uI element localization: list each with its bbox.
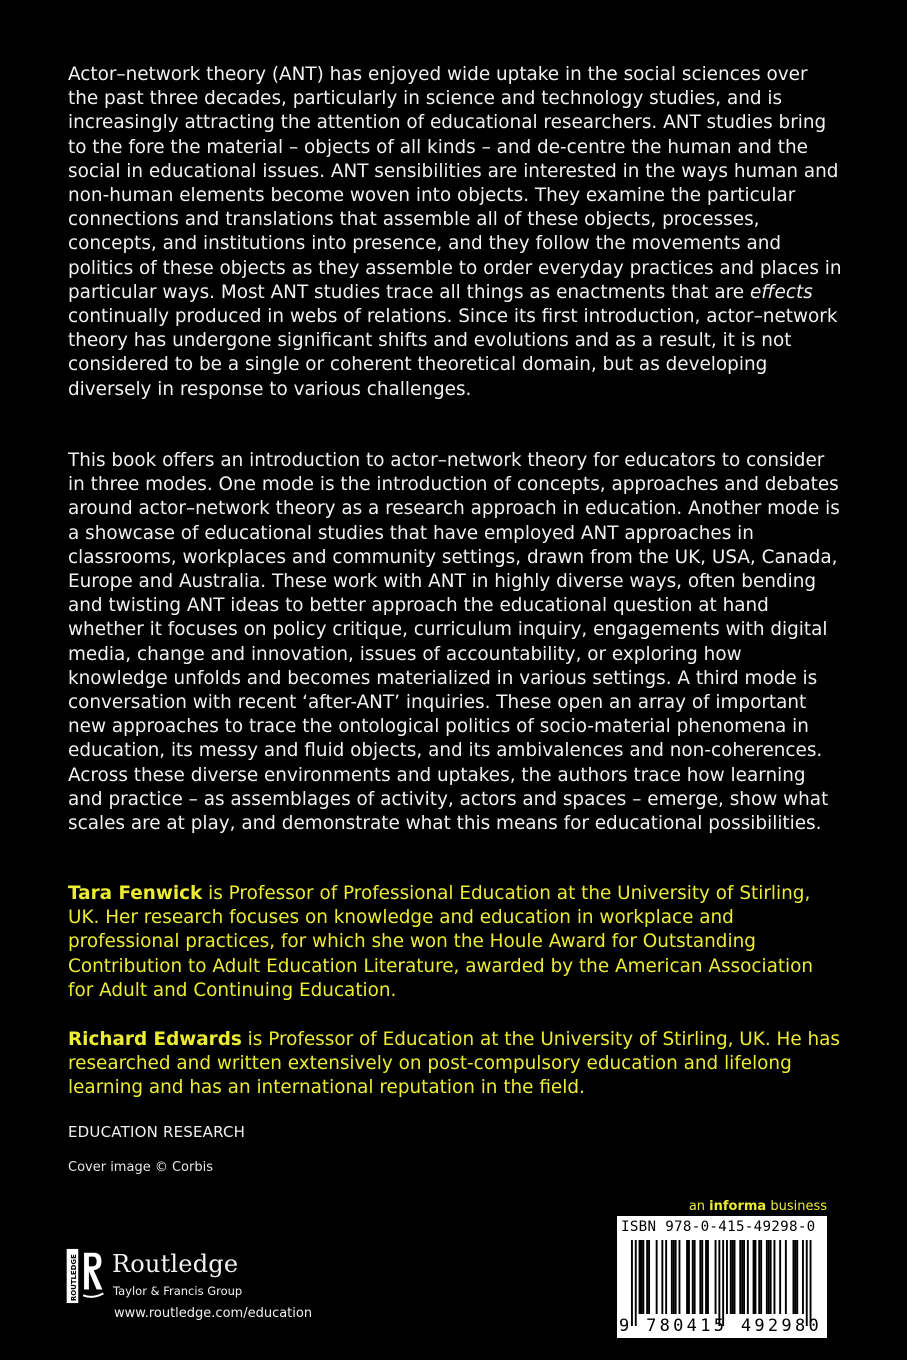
barcode-bar — [739, 1240, 741, 1314]
author-bio-text-2: is Professor of Education at the University of Stirling, UK. He has researched and written extensively on post-compulsory education and lifelong learning and has an international reputation in the field. — [68, 1029, 841, 1099]
barcode-bar — [802, 1240, 804, 1314]
barcode-bar — [785, 1240, 787, 1314]
barcode-bar — [726, 1240, 728, 1314]
barcode-bar — [732, 1240, 734, 1314]
isbn-barcode — [617, 1216, 827, 1338]
informa-suffix: business — [766, 1199, 827, 1214]
barcode-bar — [646, 1240, 648, 1314]
blurb-p1-part-b: continually produced in webs of relations. Since its first introduction, actor–network theory has undergone significant shifts and evolutions and as a result, it is not considered to be a single or coherent theoretical domain, but as developing diversely in response to various challenges. — [68, 306, 838, 400]
routledge-logo-icon — [66, 1247, 106, 1305]
barcode-bar — [635, 1240, 637, 1326]
barcode-bar — [656, 1240, 658, 1314]
informa-brand: informa — [709, 1199, 767, 1214]
barcode-bar — [747, 1240, 749, 1314]
barcode-bar — [639, 1240, 641, 1314]
barcode-bar — [675, 1240, 677, 1314]
barcode-bar — [806, 1240, 808, 1326]
barcode-bar — [631, 1240, 633, 1326]
barcode-bar — [743, 1240, 745, 1314]
cover-image-credit: Cover image © Corbis — [68, 1160, 213, 1175]
author-name-2: Richard Edwards — [68, 1029, 242, 1050]
blurb-p1-part-a: Actor–network theory (ANT) has enjoyed wide uptake in the social sciences over the past three decades, particularly in science and technology studies, and is increasingly attracting the attention of educational researchers. ANT studies bring to the fore the material – objects of all kinds – and de-centre the human and the social in educational issues. ANT sensibilities are interested in the ways human and non-human elements become woven into objects. They examine the particular connections and translations that assemble all of these objects, processes, concepts, and institutions into presence, and they follow the movements and politics of these objects as they assemble to order everyday practices and places in particular ways. Most ANT studies trace all things as enactments that are — [68, 64, 842, 303]
blurb-paragraph-2: This book offers an introduction to actor–network theory for educators to consider in three modes. One mode is the introduction of concepts, approaches and debates around actor–network theory as a research approach in education. Another mode is a showcase of educational studies that have employed ANT approaches in classrooms, workplaces and community settings, drawn from the UK, USA, Canada, Europe and Australia. These work with ANT in highly diverse ways, often bending and twisting ANT ideas to better approach the educational question at hand whether it focuses on policy critique, curriculum inquiry, engagements with digital media, change and innovation, issues of accountability, or exploring how knowledge unfolds and becomes materialized in various settings. A third mode is conversation with recent ‘after-ANT’ inquiries. These open an array of important new approaches to trace the ontological politics of socio-material phenomena in education, its messy and fluid objects, and its ambivalences and non-coherences. Across these diverse environments and uptakes, the authors trace how learning and practice – as assemblages of activity, actors and spaces – emerge, show what scales are at play, and demonstrate what this means for educational possibilities. — [68, 450, 840, 835]
barcode-bar — [641, 1240, 643, 1314]
barcode-bar — [758, 1240, 760, 1314]
barcode-bar — [766, 1240, 768, 1314]
barcode-bar — [688, 1240, 690, 1314]
blurb-paragraph-1 — [68, 63, 843, 402]
barcode-bar — [686, 1240, 688, 1314]
barcode-bar — [810, 1240, 812, 1326]
barcode-digits: 9 780415 492980 — [619, 1316, 823, 1336]
barcode-bar — [796, 1240, 798, 1314]
informa-business-tag — [689, 1199, 827, 1214]
barcode-bar — [768, 1240, 770, 1314]
barcode-bar — [734, 1240, 736, 1314]
barcode-bar — [671, 1240, 673, 1314]
barcode-bar — [642, 1240, 644, 1314]
publisher-name: Routledge — [112, 1250, 239, 1278]
barcode-bar — [715, 1240, 717, 1314]
author-name-1: Tara Fenwick — [68, 883, 203, 904]
informa-prefix: an — [688, 1199, 710, 1214]
barcode-bar — [793, 1240, 795, 1314]
spine-mark-text: ROUTLEDGE — [69, 1254, 78, 1302]
publisher-logo-block — [66, 1247, 346, 1337]
barcode-bar — [774, 1240, 776, 1314]
barcode-bar — [794, 1240, 796, 1314]
author-bio-text-1: is Professor of Professional Education at the University of Stirling, UK. Her research focuses on knowledge and education in workplace and professional practices, for which she won the Houle Award for Outstanding Contribution to Adult Education Literature, awarded by the American Association for Adult and Continuing Education. — [68, 883, 814, 1001]
barcode-bar — [701, 1240, 703, 1314]
blurb-p1-emphasis: effects — [749, 281, 813, 303]
barcode-bar — [673, 1240, 675, 1314]
barcode-bar — [730, 1240, 732, 1314]
subject-category: EDUCATION RESEARCH — [68, 1123, 246, 1141]
barcode-bar — [770, 1240, 772, 1314]
isbn-label: ISBN 978-0-415-49298-0 — [621, 1219, 816, 1235]
barcode-bar — [718, 1240, 720, 1326]
barcode-bar — [707, 1240, 709, 1314]
barcode-bar — [648, 1240, 650, 1314]
barcode-bar — [705, 1240, 707, 1314]
barcode-bar — [741, 1240, 743, 1314]
publisher-group: Taylor & Francis Group — [113, 1284, 243, 1298]
barcode-bar — [779, 1240, 781, 1314]
author-bio-1 — [68, 882, 843, 1003]
barcode-bar — [665, 1240, 667, 1314]
author-bio-2 — [68, 1028, 843, 1101]
publisher-url[interactable]: www.routledge.com/education — [114, 1306, 313, 1321]
barcode-bar — [679, 1240, 681, 1314]
barcode-bar — [699, 1240, 701, 1314]
barcode-bar — [661, 1240, 663, 1314]
barcode-bar — [722, 1240, 724, 1326]
barcode-bar — [753, 1240, 755, 1314]
barcode-bar — [760, 1240, 762, 1314]
barcode-bar — [692, 1240, 694, 1314]
barcode-bar — [755, 1240, 757, 1314]
barcode-bar — [694, 1240, 696, 1314]
